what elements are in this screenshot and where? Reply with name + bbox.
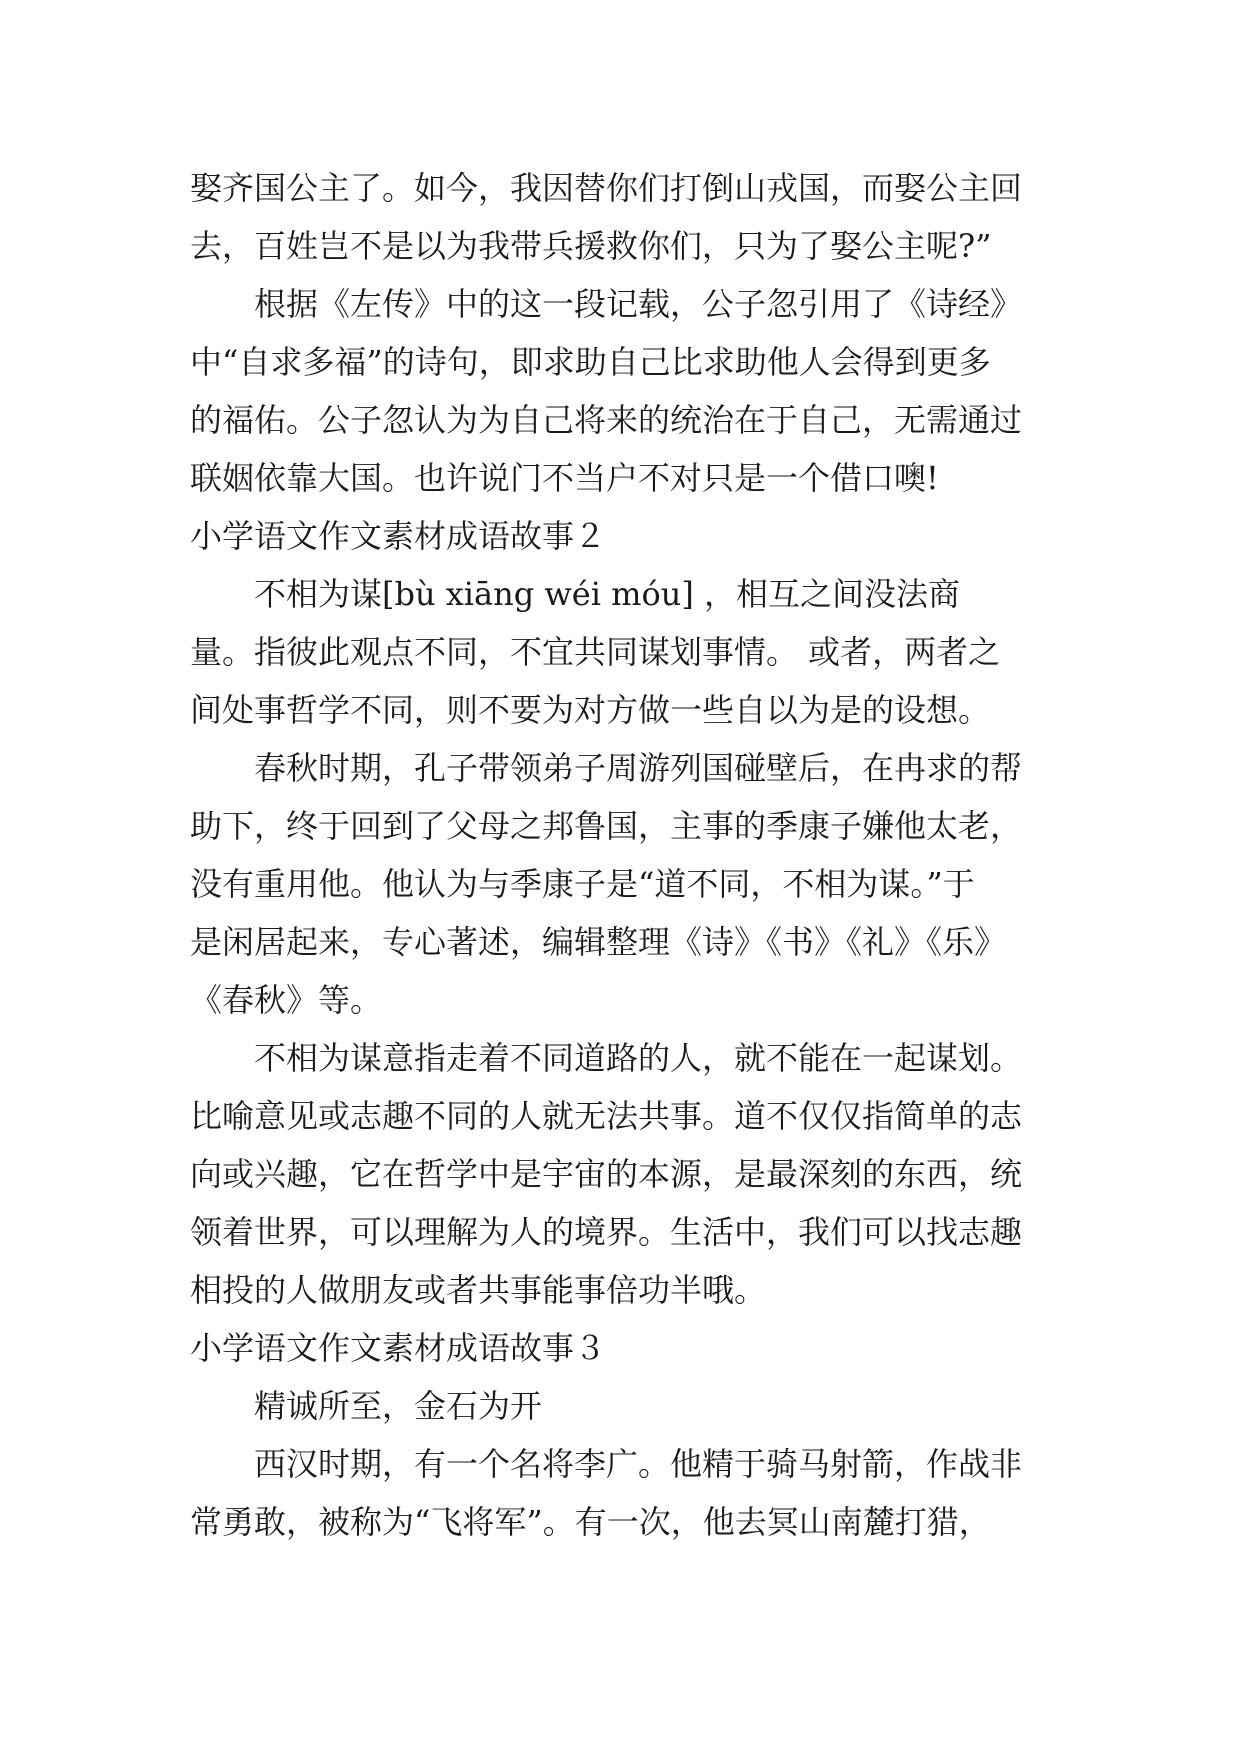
paragraph-line: 春秋时期，孔子带领弟子周游列国碰壁后，在冉求的帮: [254, 749, 1023, 787]
paragraph: [190, 1435, 1070, 1551]
section-heading: [190, 1319, 1070, 1377]
paragraph: [190, 739, 1070, 1029]
paragraph-line: 是闲居起来，专心著述，编辑整理《诗》《书》《礼》《乐》: [190, 923, 1007, 961]
paragraph-line: 相投的人做朋友或者共事能事倍功半哦。: [190, 1271, 767, 1309]
paragraph-line: 领着世界，可以理解为人的境界。生活中，我们可以找志趣: [190, 1213, 1023, 1251]
paragraph: [190, 1377, 1070, 1435]
paragraph-line: 娶齐国公主了。如今，我因替你们打倒山戎国，而娶公主回: [190, 169, 1023, 207]
paragraph-line: 联姻依靠大国。也许说门不当户不对只是一个借口噢!: [190, 459, 939, 497]
paragraph-line: 不相为谋[bù xiāng wéi móu] ，相互之间没法商: [254, 575, 960, 613]
paragraph-line: 没有重用他。他认为与季康子是“道不同，不相为谋。”于: [190, 865, 975, 903]
paragraph-line: 比喻意见或志趣不同的人就无法共事。道不仅仅指简单的志: [190, 1097, 1023, 1135]
paragraph: [190, 1029, 1070, 1319]
paragraph: [190, 565, 1070, 739]
paragraph-line: 的福佑。公子忽认为为自己将来的统治在于自己，无需通过: [190, 401, 1023, 439]
document-body: [190, 159, 1070, 1551]
paragraph-line: 中“自求多福”的诗句，即求助自己比求助他人会得到更多: [190, 343, 991, 381]
paragraph-line: 间处事哲学不同，则不要为对方做一些自以为是的设想。: [190, 691, 991, 729]
paragraph-line: 量。指彼此观点不同，不宜共同谋划事情。 或者，两者之: [190, 633, 1001, 671]
heading-text: 小学语文作文素材成语故事２: [190, 517, 607, 555]
section-heading: [190, 507, 1070, 565]
paragraph-line: 向或兴趣，它在哲学中是宇宙的本源，是最深刻的东西，统: [190, 1155, 1023, 1193]
paragraph-line: 去，百姓岂不是以为我带兵援救你们，只为了娶公主呢?”: [190, 227, 992, 265]
paragraph-line: 常勇敢，被称为“飞将军”。有一次，他去冥山南麓打猎，: [190, 1503, 991, 1541]
heading-text: 小学语文作文素材成语故事３: [190, 1329, 607, 1367]
paragraph: [190, 275, 1070, 507]
paragraph: [190, 159, 1070, 275]
paragraph-line: 根据《左传》中的这一段记载，公子忽引用了《诗经》: [254, 285, 1023, 323]
paragraph-line: 不相为谋意指走着不同道路的人，就不能在一起谋划。: [254, 1039, 1023, 1077]
paragraph-line: 《春秋》等。: [190, 981, 383, 1019]
paragraph-line: 助下，终于回到了父母之邦鲁国，主事的季康子嫌他太老，: [190, 807, 1023, 845]
paragraph-line: 精诚所至，金石为开: [254, 1387, 543, 1425]
paragraph-line: 西汉时期，有一个名将李广。他精于骑马射箭，作战非: [254, 1445, 1023, 1483]
